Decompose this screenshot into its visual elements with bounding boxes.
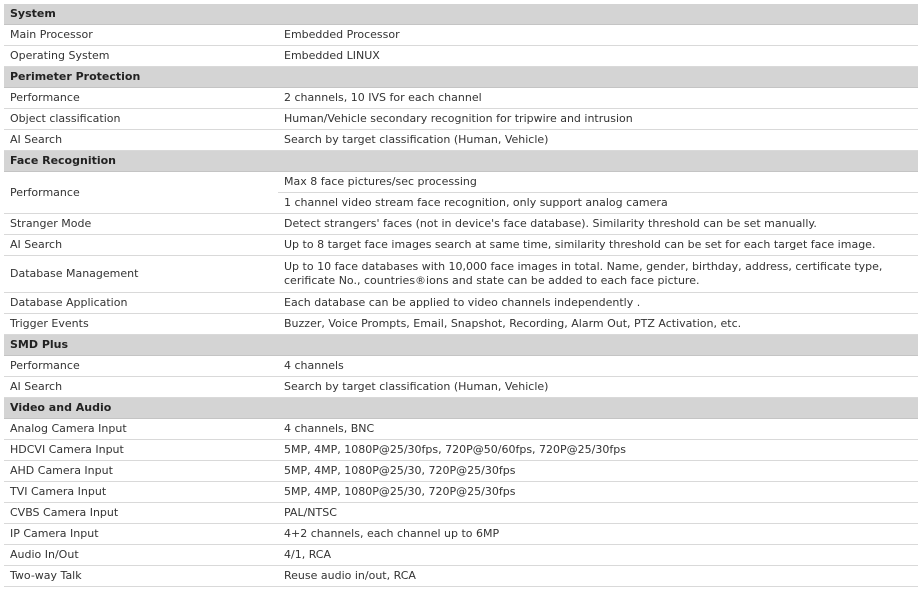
spec-label: HDCVI Camera Input [4,440,278,461]
spec-label: IP Camera Input [4,524,278,545]
table-row [4,235,918,256]
spec-value: 5MP, 4MP, 1080P@25/30, 720P@25/30fps [278,461,918,482]
spec-value: Human/Vehicle secondary recognition for tripwire and intrusion [278,109,918,130]
spec-label: CVBS Camera Input [4,503,278,524]
spec-value: 4/1, RCA [278,545,918,566]
section-title: Video and Audio [4,398,918,419]
spec-label: Performance [4,172,278,214]
spec-label: AI Search [4,377,278,398]
section-header-smd-plus [4,335,918,356]
spec-value: 4 channels [278,356,918,377]
spec-value: Buzzer, Voice Prompts, Email, Snapshot, Recording, Alarm Out, PTZ Activation, etc. [278,314,918,335]
spec-value: Up to 10 face databases with 10,000 face images in total. Name, gender, birthday, address, certificate type, cerificate No., countries®ions and state can be added to each face picture. [278,256,918,293]
spec-value: Reuse audio in/out, RCA [278,566,918,587]
spec-label: Operating System [4,46,278,67]
table-row [4,440,918,461]
table-row [4,503,918,524]
table-row [4,130,918,151]
table-row [4,356,918,377]
spec-value: 4 channels, BNC [278,419,918,440]
section-header-perimeter-protection [4,67,918,88]
table-row [4,256,918,293]
table-row [4,377,918,398]
table-row [4,566,918,587]
spec-label: Stranger Mode [4,214,278,235]
spec-label: AI Search [4,235,278,256]
spec-value: 5MP, 4MP, 1080P@25/30fps, 720P@50/60fps, 720P@25/30fps [278,440,918,461]
spec-label: Database Application [4,293,278,314]
spec-value: Embedded Processor [278,25,918,46]
table-row [4,25,918,46]
table-row [4,88,918,109]
spec-value: 2 channels, 10 IVS for each channel [278,88,918,109]
table-row [4,482,918,503]
spec-value: 1 channel video stream face recognition, only support analog camera [278,193,918,214]
table-row [4,314,918,335]
spec-label: Database Management [4,256,278,293]
spec-table [4,4,918,587]
spec-label: Main Processor [4,25,278,46]
spec-value: PAL/NTSC [278,503,918,524]
spec-value: Each database can be applied to video channels independently . [278,293,918,314]
spec-value: Embedded LINUX [278,46,918,67]
spec-label: AI Search [4,130,278,151]
section-header-system [4,4,918,25]
table-row [4,419,918,440]
spec-label: Object classification [4,109,278,130]
table-row [4,46,918,67]
section-header-face-recognition [4,151,918,172]
table-row [4,214,918,235]
spec-label: Audio In/Out [4,545,278,566]
section-title: System [4,4,918,25]
table-row [4,524,918,545]
section-title: Perimeter Protection [4,67,918,88]
spec-value: Detect strangers' faces (not in device's face database). Similarity threshold can be set manually. [278,214,918,235]
spec-label: TVI Camera Input [4,482,278,503]
table-row [4,109,918,130]
spec-label: Trigger Events [4,314,278,335]
section-title: SMD Plus [4,335,918,356]
table-row [4,461,918,482]
spec-value: Up to 8 target face images search at same time, similarity threshold can be set for each target face image. [278,235,918,256]
spec-label: Two-way Talk [4,566,278,587]
spec-label: Analog Camera Input [4,419,278,440]
section-header-video-and-audio [4,398,918,419]
section-title: Face Recognition [4,151,918,172]
spec-label: AHD Camera Input [4,461,278,482]
spec-label: Performance [4,356,278,377]
table-row [4,293,918,314]
spec-value: 5MP, 4MP, 1080P@25/30, 720P@25/30fps [278,482,918,503]
spec-value: Max 8 face pictures/sec processing [278,172,918,193]
table-row [4,172,918,193]
spec-value: Search by target classification (Human, Vehicle) [278,130,918,151]
spec-label: Performance [4,88,278,109]
spec-value: 4+2 channels, each channel up to 6MP [278,524,918,545]
spec-value: Search by target classification (Human, Vehicle) [278,377,918,398]
table-row [4,545,918,566]
